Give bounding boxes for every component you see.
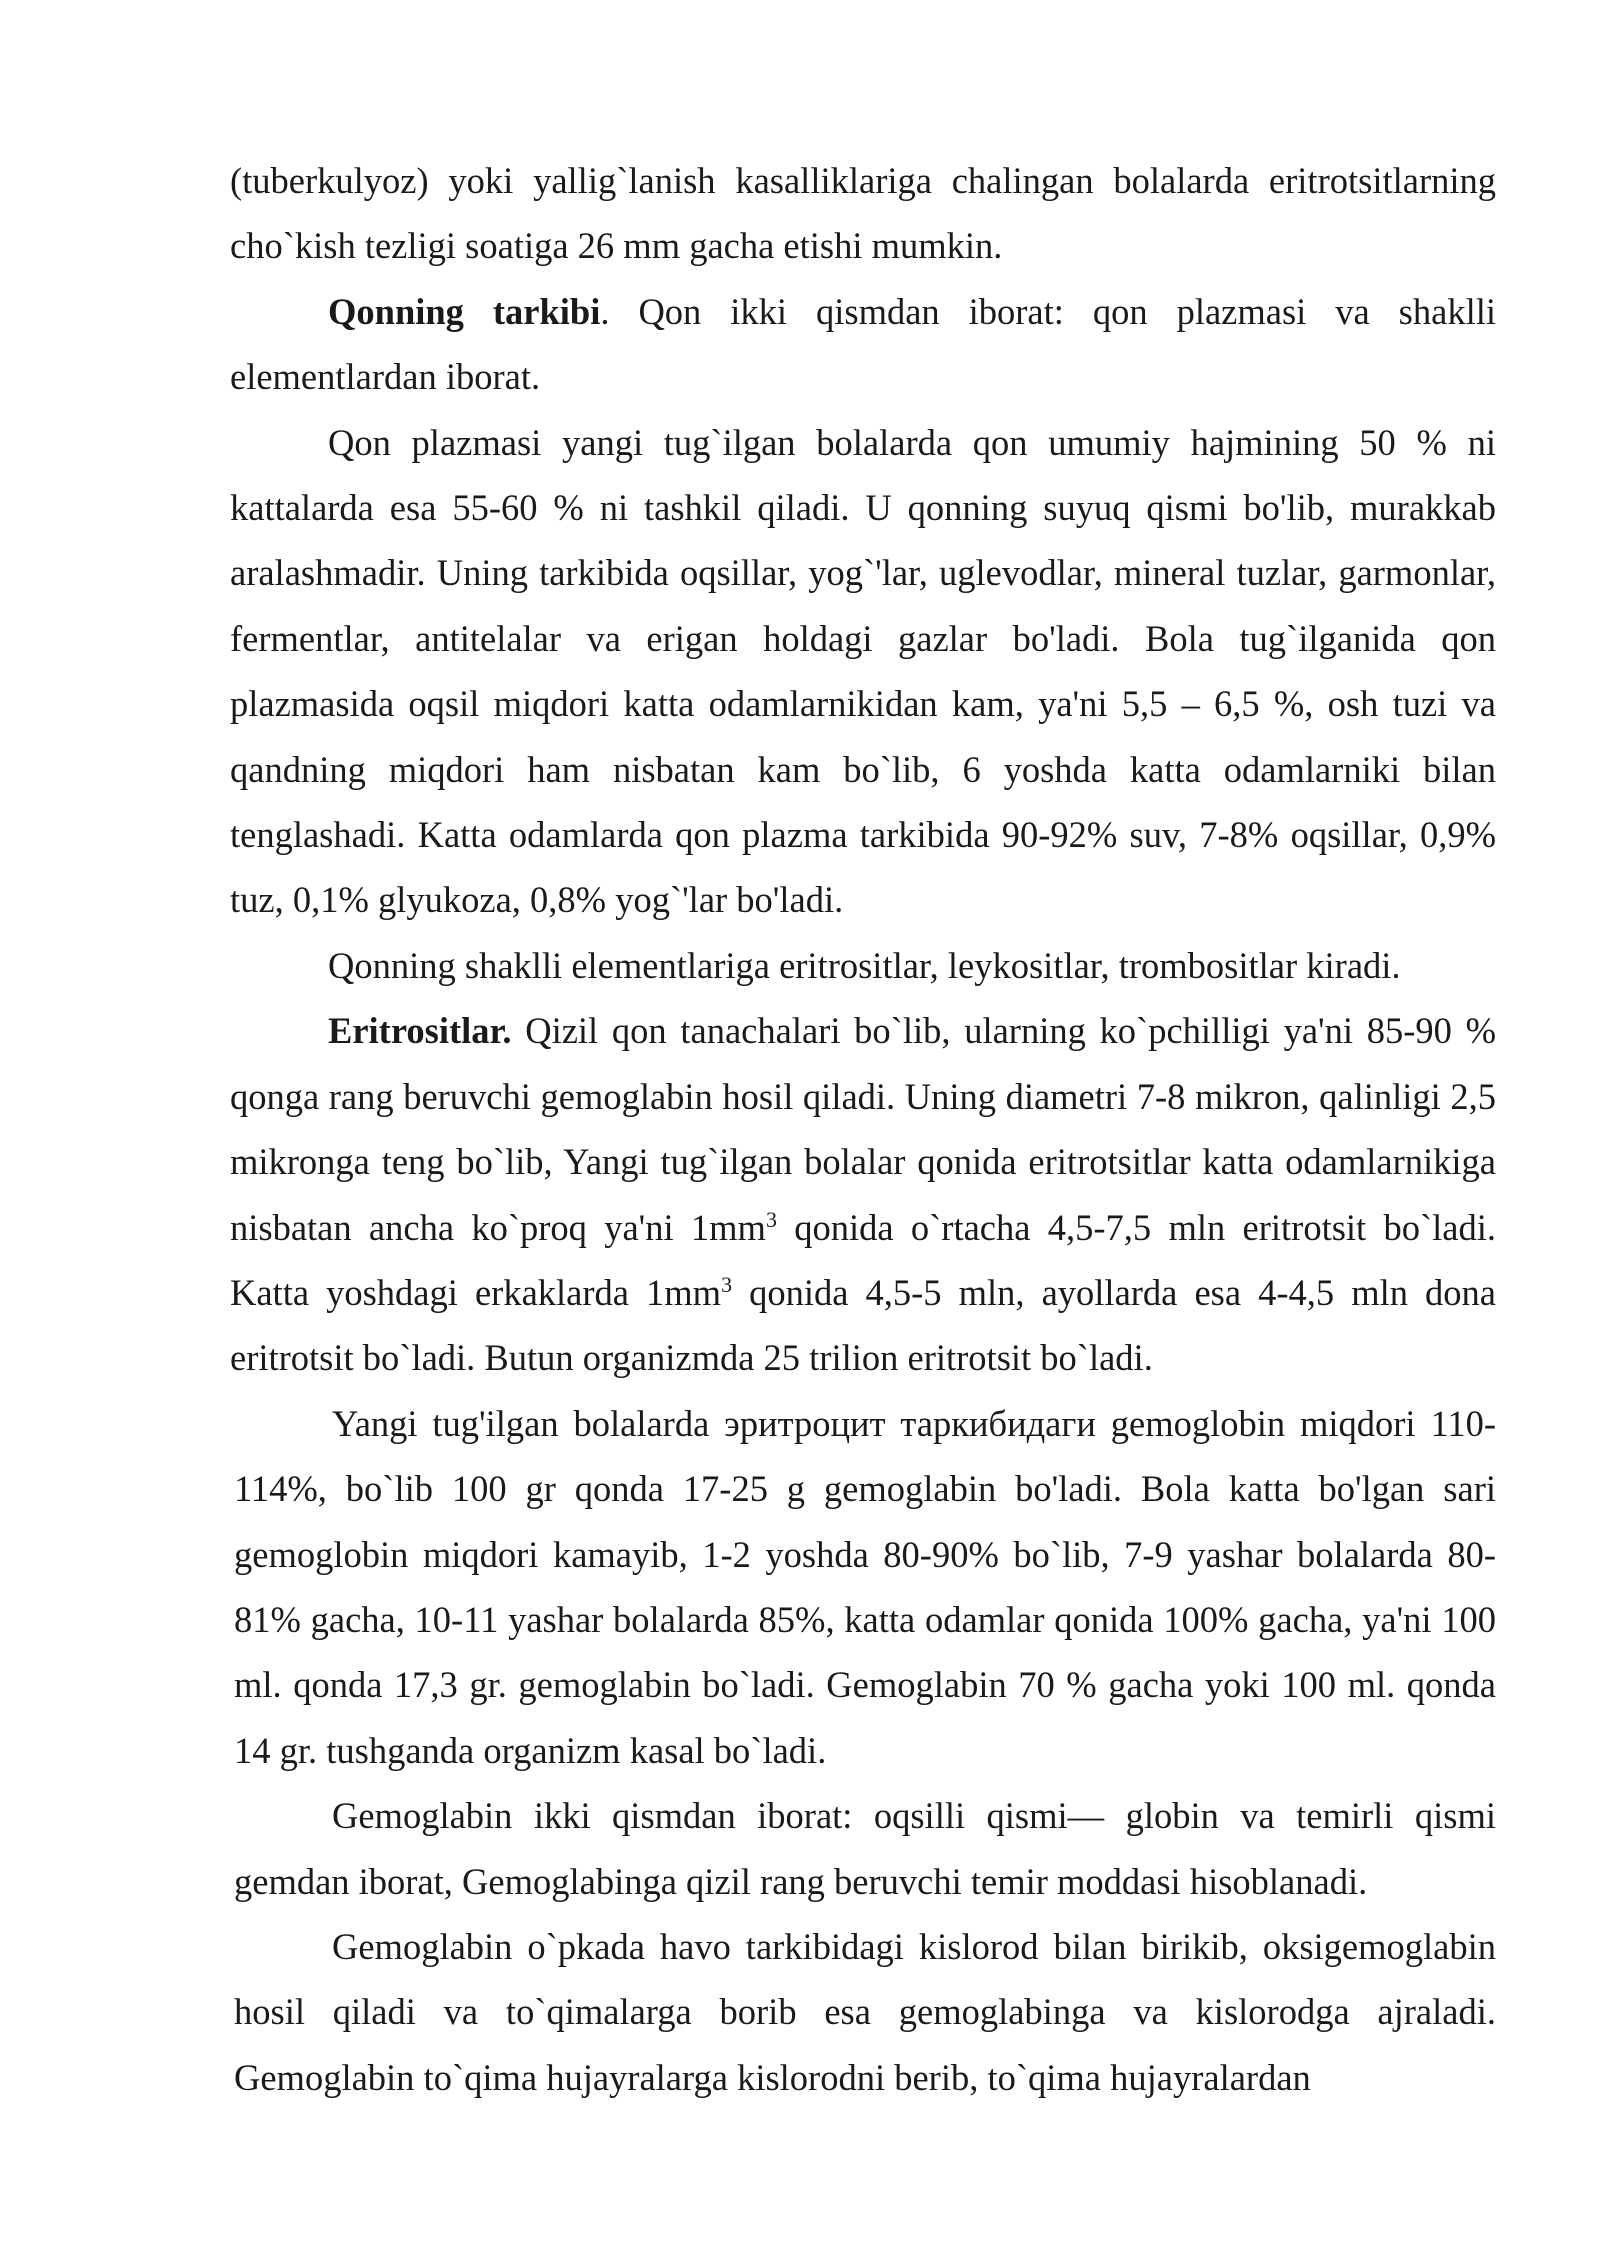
paragraph-2-text: . Qon ikki qismdan iborat: qon plazmasi va shaklli elementlardan iborat. [230, 290, 1496, 398]
paragraph-qon-plazmasi [230, 410, 1496, 933]
superscript-cubed: 3 [765, 1206, 777, 1232]
superscript-cubed: 3 [721, 1271, 733, 1297]
paragraph-gemoglabin-tarkibi [230, 1783, 1496, 1914]
paragraph-5-text-c: qonida 4,5-5 mln, ayollarda esa 4-4,5 mln dona eritrotsit bo`ladi. Butun organizmda 25 trilion eritrotsit bo`ladi. [230, 1271, 1496, 1379]
paragraph-eritrositlar [230, 998, 1496, 1390]
heading-eritrositlar: Eritrositlar. [328, 1010, 512, 1052]
paragraph-5-text-b: qonida o`rtacha 4,5-7,5 mln eritrotsit bo`ladi. Katta yoshdagi erkaklarda 1mm [230, 1206, 1497, 1313]
paragraph-shaklli-elementlar [230, 933, 1496, 998]
document-page [230, 148, 1496, 2110]
paragraph-3-text: Qon plazmasi yangi tug`ilgan bolalarda qon umumiy hajmining 50 % ni kattalarda esa 55-60 % ni tashkil qiladi. U qonning suyuq qismi bo'lib, murakkab aralashmadir. Uning tarkibida oqsillar, yog`'lar, uglevodlar, mineral tuzlar, garmonlar, fermentlar, antitelalar va erigan holdagi gazlar bo'ladi. Bola tug`ilganida qon plazmasida oqsil miqdori katta odamlarnikidan kam, ya'ni 5,5 – 6,5 %, osh tuzi va qandning miqdori ham nisbatan kam bo`lib, 6 yoshda katta odamlarniki bilan tenglashadi. Katta odamlarda qon plazma tarkibida 90-92% suv, 7-8% oqsillar, 0,9% tuz, 0,1% glyukoza, 0,8% yog`'lar bo'ladi. [230, 421, 1496, 921]
paragraph-gemoglabin-opkada [230, 1914, 1496, 2110]
paragraph-7-text: Gemoglabin ikki qismdan iborat: oqsilli qismi— globin va temirli qismi gemdan iborat, Gemoglabinga qizil rang beruvchi temir moddasi hisoblanadi. [234, 1795, 1496, 1902]
paragraph-qonning-tarkibi [230, 279, 1496, 410]
paragraph-1 [230, 148, 1496, 279]
paragraph-4-text: Qonning shaklli elementlariga eritrositlar, leykositlar, trombositlar kiradi. [328, 944, 1401, 986]
paragraph-6-text: Yangi tug'ilgan bolalarda эритроцит таркибидаги gemoglobin miqdori 110-114%, bo`lib 100 gr qonda 17-25 g gemoglabin bo'ladi. Bola katta bo'lgan sari gemoglobin miqdori kamayib, 1-2 yoshda 80-90% bo`lib, 7-9 yashar bolalarda 80-81% gacha, 10-11 yashar bolalarda 85%, katta odamlar qonida 100% gacha, ya'ni 100 ml. qonda 17,3 gr. gemoglabin bo`ladi. Gemoglabin 70 % gacha yoki 100 ml. qonda 14 gr. tushganda organizm kasal bo`ladi. [234, 1402, 1496, 1771]
paragraph-gemoglobin-miqdori [230, 1391, 1496, 1783]
paragraph-8-text: Gemoglabin o`pkada havo tarkibidagi kislorod bilan birikib, oksigemoglabin hosil qiladi va to`qimalarga borib esa gemoglabinga va kislorodga ajraladi. Gemoglabin to`qima hujayralarga kislorodni berib, to`qima hujayralardan [234, 1925, 1496, 2098]
heading-qonning-tarkibi: Qonning tarkibi [328, 290, 601, 332]
paragraph-1-text: (tuberkulyoz) yoki yallig`lanish kasalliklariga chalingan bolalarda eritrotsitlarning cho`kish tezligi soatiga 26 mm gacha etishi mumkin. [230, 160, 1496, 267]
paragraph-5-text-a: Qizil qon tanachalari bo`lib, ularning ko`pchilligi ya'ni 85-90 % qonga rang beruvchi gemoglabin hosil qiladi. Uning diametri 7-8 mikron, qalinligi 2,5 mikronga teng bo`lib, Yangi tug`ilgan bolalar qonida eritrotsitlar katta odamlarnikiga nisbatan ancha ko`proq ya'ni 1mm [230, 1010, 1496, 1248]
